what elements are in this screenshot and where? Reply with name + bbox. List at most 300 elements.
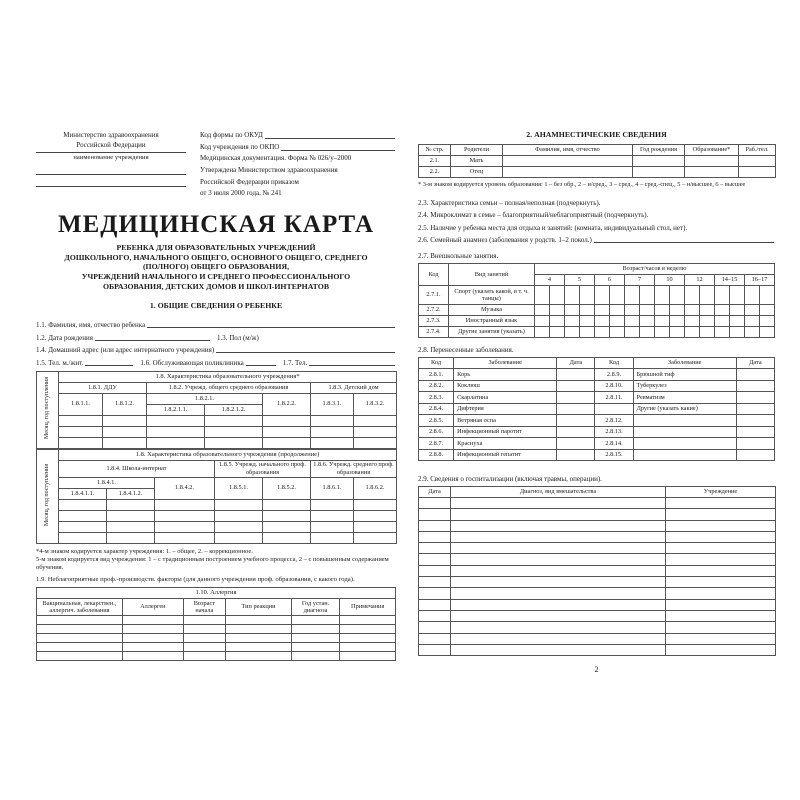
cell [183, 642, 225, 651]
cell: 2.8.8. [419, 449, 454, 461]
empty-row [419, 520, 776, 531]
cell [503, 167, 633, 178]
cell: Другие (указать какие) [633, 403, 736, 415]
cell [122, 624, 183, 633]
cell [103, 437, 147, 448]
doc-line: от 3 июля 2000 года, № 241 [200, 189, 282, 198]
cell [666, 509, 776, 520]
cell [730, 305, 745, 316]
cell [666, 588, 776, 599]
cell [730, 327, 745, 338]
cell [610, 305, 625, 316]
cell [700, 305, 715, 316]
empty-row [37, 521, 397, 532]
cell [685, 316, 700, 327]
field-hazards: 1.9. Неблагоприятные проф.-производств. факторы (для данного учреждения проф. образования, с какого года). [36, 575, 355, 583]
cell [205, 415, 263, 426]
cell [666, 633, 776, 644]
cell [354, 510, 397, 521]
cell [59, 532, 107, 543]
cell [535, 286, 550, 305]
cell [633, 167, 685, 178]
code-cell: 1.8.3.1. [311, 393, 354, 415]
institution-caption: наименование учреждения [73, 154, 149, 162]
cell [311, 499, 354, 510]
cell [419, 599, 451, 610]
field-microclimate [418, 207, 775, 220]
cell: 2.8.11. [595, 392, 633, 404]
cell [419, 554, 451, 565]
empty-row [37, 642, 396, 651]
cell [59, 415, 103, 426]
column-header: Дата [557, 358, 595, 369]
subtitle-line: РЕБЕНКА ДЛЯ ОБРАЗОВАТЕЛЬНЫХ УЧРЕЖДЕНИЙ [116, 242, 316, 252]
table-row [419, 426, 775, 438]
cell [640, 286, 655, 305]
field-family-anamnesis [418, 232, 775, 245]
spacer [36, 175, 186, 184]
cell [419, 520, 451, 531]
cell: 2.8.14. [595, 438, 633, 450]
cell [183, 615, 225, 624]
cell: 2.8.3. [419, 392, 454, 404]
document-subtitle [36, 243, 396, 292]
cell [550, 327, 565, 338]
code-cell: 2.7.1. [419, 286, 449, 305]
blank-line [85, 365, 133, 366]
empty-row [37, 624, 396, 633]
field-label: 1.1. Фамилия, имя, отчество ребенка [36, 321, 146, 330]
cell [557, 392, 595, 404]
cell [354, 521, 397, 532]
allergy-table [36, 587, 396, 661]
cell [183, 633, 225, 642]
field-hospitalization: 2.9. Сведения о госпитализации (включая травмы, операции). [418, 475, 602, 483]
activity-label: Другие занятия (указать) [449, 327, 535, 338]
column-header: Учреждение [666, 487, 776, 498]
field-rest-place [418, 219, 775, 232]
cell [263, 499, 311, 510]
table-footnotes [36, 548, 396, 573]
age-header: 4 [535, 275, 565, 286]
cell [595, 316, 610, 327]
column-header: Возраст начала [183, 598, 225, 615]
cell [311, 426, 354, 437]
cell [354, 426, 397, 437]
cell [666, 543, 776, 554]
field-birthdate-sex [36, 329, 396, 342]
cell [59, 521, 107, 532]
cell [263, 532, 311, 543]
allergy-rows [37, 615, 396, 660]
cell [59, 437, 103, 448]
activity-row [419, 316, 775, 327]
cell [147, 426, 205, 437]
cell [311, 415, 354, 426]
cell [580, 305, 595, 316]
empty-row [419, 498, 776, 509]
age-header: 7 [625, 275, 655, 286]
table-title: 1.8. Характеристика образовательного учреждения (продолжение) [59, 449, 397, 460]
doc-line: Российской Федерации приказом [200, 177, 299, 186]
cell [655, 286, 670, 305]
cell [311, 532, 354, 543]
table-row [419, 438, 775, 450]
blank-line [265, 138, 395, 139]
cell [291, 642, 340, 651]
cell [666, 520, 776, 531]
cell [183, 651, 225, 660]
code-cell: 1.8.5.2. [263, 477, 311, 499]
cell [263, 426, 311, 437]
field-extracurricular: 2.7. Внешкольные занятия. [418, 252, 499, 260]
column-header: Аллерген [122, 598, 183, 615]
okpo-label: Код учреждения по ОКПО [200, 142, 280, 151]
table-row [419, 449, 775, 461]
column-header: Родители [451, 145, 503, 156]
cell [666, 531, 776, 542]
column-header: Дата [419, 487, 451, 498]
cell: 2.8.9. [595, 369, 633, 381]
cell [226, 615, 292, 624]
cell [745, 305, 760, 316]
cell: Брюшной тиф [633, 369, 736, 381]
cell [670, 316, 685, 327]
cell: Мать [451, 156, 503, 167]
code-cell: 1.8.3.2. [354, 393, 397, 415]
cell [311, 437, 354, 448]
cell [419, 498, 451, 509]
cell [340, 615, 396, 624]
table-row [419, 403, 775, 415]
cell [155, 521, 215, 532]
empty-row [419, 588, 776, 599]
footnote: *4-м знаком кодируется характер учреждения: 1. – общее, 2. – коррекционное. [36, 547, 253, 555]
cell [550, 305, 565, 316]
cell [226, 651, 292, 660]
cell [122, 651, 183, 660]
cell [760, 305, 775, 316]
cell [700, 327, 715, 338]
subtitle-line: ДОШКОЛЬНОГО, НАЧАЛЬНОГО ОБЩЕГО, ОСНОВНОГО ОБЩЕГО, СРЕДНЕГО [64, 252, 368, 262]
column-header: Возраст/часов в неделю [535, 264, 775, 275]
cell [103, 426, 147, 437]
cell [155, 499, 215, 510]
column-header: Образование* [685, 145, 739, 156]
table-row [419, 392, 775, 404]
activity-row [419, 305, 775, 316]
code-cell: 1.8.6.2. [354, 477, 397, 499]
cell [565, 305, 580, 316]
column-header: Вид занятий [449, 264, 535, 286]
cell [595, 327, 610, 338]
vertical-label: Месяц, год поступления [37, 449, 59, 543]
empty-row [37, 633, 396, 642]
cell [155, 532, 215, 543]
parents-table [418, 144, 776, 178]
cell [655, 316, 670, 327]
cell [226, 624, 292, 633]
cell [730, 286, 745, 305]
cell [535, 327, 550, 338]
cell: 2.8.6. [419, 426, 454, 438]
code-cell: 1.8.4.1.1. [59, 488, 107, 499]
column-header: Год устан. диагноза [291, 598, 340, 615]
hospitalization-rows [419, 498, 776, 656]
cell [760, 316, 775, 327]
age-header: 10 [655, 275, 685, 286]
okud-label: Код формы по ОКУД [200, 131, 263, 139]
cell [685, 156, 739, 167]
cell: 2.8.5. [419, 415, 454, 427]
age-header: 12 [685, 275, 715, 286]
cell [736, 392, 774, 404]
cell [340, 624, 396, 633]
cell [715, 286, 730, 305]
column-header: Заболевание [633, 358, 736, 369]
cell [633, 156, 685, 167]
age-header: 6 [595, 275, 625, 286]
cell [503, 156, 633, 167]
cell [666, 565, 776, 576]
cell [535, 305, 550, 316]
cell [419, 531, 451, 542]
cell [715, 327, 730, 338]
code-cell: 1.8.4.2. [155, 477, 215, 499]
cell [291, 633, 340, 642]
cell [451, 577, 666, 588]
empty-row [37, 499, 397, 510]
cell: Отец [451, 167, 503, 178]
cell [451, 610, 666, 621]
field-label: 2.6. Семейный анамнез (заболевания у родств. 1–2 покол.) [418, 236, 592, 244]
cell [565, 327, 580, 338]
cell [451, 633, 666, 644]
table-row [419, 415, 775, 427]
cell [354, 437, 397, 448]
cell [451, 622, 666, 633]
field-label: 1.5. Тел. м./жит. [36, 358, 84, 367]
field-label: 1.6. Обслуживающая поликлиника [140, 358, 244, 367]
cell [640, 305, 655, 316]
empty-row [419, 633, 776, 644]
column-header: Код [595, 358, 633, 369]
field-label: 2.3. Характеристика семьи – полная/неполная (подчеркнуть). [418, 198, 601, 207]
cell [37, 624, 123, 633]
cell [557, 449, 595, 461]
cell [760, 286, 775, 305]
cell [419, 622, 451, 633]
empty-row [37, 615, 396, 624]
cell [215, 499, 263, 510]
cell: 2.8.15. [595, 449, 633, 461]
cell [625, 305, 640, 316]
cell [670, 305, 685, 316]
cell [451, 531, 666, 542]
ministry-line: Министерство здравоохранения [63, 131, 159, 139]
cell [451, 509, 666, 520]
cell [625, 327, 640, 338]
vertical-label: Месяц, год поступления [37, 371, 59, 448]
cell [311, 521, 354, 532]
age-header: 5 [565, 275, 595, 286]
cell: Краснуха [454, 438, 557, 450]
cell [666, 644, 776, 655]
subtitle-line: ОБРАЗОВАНИЯ, ДЕТСКИХ ДОМОВ И ШКОЛ-ИНТЕРНАТОВ [102, 281, 330, 291]
cell [557, 415, 595, 427]
code-cell: 1.8.2.1. [147, 393, 263, 404]
cell [451, 588, 666, 599]
subtitle-line: УЧРЕЖДЕНИЙ НАЧАЛЬНОГО И СРЕДНЕГО ПРОФЕССИОНАЛЬНОГО [81, 272, 351, 282]
empty-row [37, 532, 397, 543]
cell [147, 415, 205, 426]
cell [311, 510, 354, 521]
field-address [36, 342, 396, 355]
cell [451, 565, 666, 576]
cell [685, 327, 700, 338]
cell [354, 415, 397, 426]
field-label: 1.7. Тел. [282, 358, 308, 367]
blank-line [147, 327, 395, 328]
cell [557, 403, 595, 415]
diseases-table [418, 357, 775, 461]
cell [205, 426, 263, 437]
column-header: Дата [736, 358, 774, 369]
activity-label: Музыка [449, 305, 535, 316]
cell [640, 316, 655, 327]
blank-line [36, 186, 186, 187]
cell [37, 615, 123, 624]
code-cell: 1.8.1.1. [59, 393, 103, 415]
cell: Инфекционный паротит [454, 426, 557, 438]
cell [59, 510, 107, 521]
cell [205, 437, 263, 448]
empty-row [419, 610, 776, 621]
empty-row [419, 543, 776, 554]
cell [226, 642, 292, 651]
group-header: 1.8.4. Школа-интернат [59, 460, 215, 477]
cell [291, 624, 340, 633]
cell [59, 426, 103, 437]
cell [557, 426, 595, 438]
cell [340, 642, 396, 651]
cell [107, 532, 155, 543]
field-label: 1.3. Пол (м/ж) [217, 333, 259, 342]
cell [739, 156, 776, 167]
cell [215, 532, 263, 543]
cell [59, 499, 107, 510]
cell [700, 286, 715, 305]
cell [340, 633, 396, 642]
group-header: 1.8.2. Учрежд. общего среднего образования [147, 382, 311, 393]
cell: 2.8.7. [419, 438, 454, 450]
cell [122, 633, 183, 642]
cell [730, 316, 745, 327]
cell [580, 286, 595, 305]
cell: 2.8.1. [419, 369, 454, 381]
ministry-line: Российской Федерации [76, 141, 146, 150]
table-row [419, 380, 775, 392]
cell [291, 615, 340, 624]
cell [451, 599, 666, 610]
ministry-block [36, 130, 186, 200]
cell [37, 642, 123, 651]
cell [736, 403, 774, 415]
cell [550, 316, 565, 327]
cell [107, 510, 155, 521]
parents-rows [419, 156, 776, 178]
cell [595, 286, 610, 305]
column-header: Тип реакции [226, 598, 292, 615]
cell [736, 380, 774, 392]
cell [666, 577, 776, 588]
cell [760, 327, 775, 338]
empty-row [419, 577, 776, 588]
blank-line [309, 365, 395, 366]
table-row [419, 369, 775, 381]
cell [745, 316, 760, 327]
cell [745, 286, 760, 305]
code-cell: 1.8.1.2. [103, 393, 147, 415]
cell [419, 509, 451, 520]
code-cell: 1.8.4.1.2. [107, 488, 155, 499]
doc-line: Утверждена Министерством здравоохранения [200, 165, 338, 174]
code-cell: 2.7.3. [419, 316, 449, 327]
cell [610, 286, 625, 305]
cell [715, 316, 730, 327]
doc-codes-block [200, 130, 396, 200]
section1-heading: 1. ОБЩИЕ СВЕДЕНИЯ О РЕБЕНКЕ [149, 300, 283, 310]
cell: Скарлатина [454, 392, 557, 404]
cell [37, 651, 123, 660]
page-left [36, 130, 396, 661]
diseases-rows [419, 369, 775, 461]
cell [610, 316, 625, 327]
code-cell: 1.8.5.1. [215, 477, 263, 499]
cell [565, 286, 580, 305]
age-header: 14–15 [715, 275, 745, 286]
cell: 2.8.2. [419, 380, 454, 392]
activity-label: Иностранный язык [449, 316, 535, 327]
empty-row [419, 531, 776, 542]
cell [633, 426, 736, 438]
cell [685, 167, 739, 178]
cell [122, 642, 183, 651]
cell [419, 543, 451, 554]
cell: Ревматизм [633, 392, 736, 404]
cell [107, 521, 155, 532]
cell [633, 438, 736, 450]
column-header: Год рождения [633, 145, 685, 156]
empty-row [419, 565, 776, 576]
group-header: 1.8.3. Детский дом [311, 382, 397, 393]
empty-row [419, 644, 776, 655]
code-cell: 1.8.6.1. [311, 477, 354, 499]
empty-row [37, 437, 397, 448]
footnote: 5-м знаком кодируется вид учреждения: 1 – с традиционным построением учебного процесса, 2 – с повышенным содержанием обучения. [36, 555, 389, 572]
cell [37, 633, 123, 642]
table-title: 1.10. Аллергия [37, 587, 396, 598]
blank-line [95, 340, 210, 341]
cell [451, 644, 666, 655]
empty-row [419, 554, 776, 565]
field-label: 2.4. Микроклимат в семье – благоприятный/неблагоприятный (подчеркнуть). [418, 211, 649, 219]
blank-line [246, 365, 276, 366]
cell [700, 316, 715, 327]
cell [666, 622, 776, 633]
column-header: Вакцинальная, лекарствен., аллергич. заболевания [37, 598, 123, 615]
group-header: 1.8.5. Учрежд. начального проф. образования [215, 460, 311, 477]
